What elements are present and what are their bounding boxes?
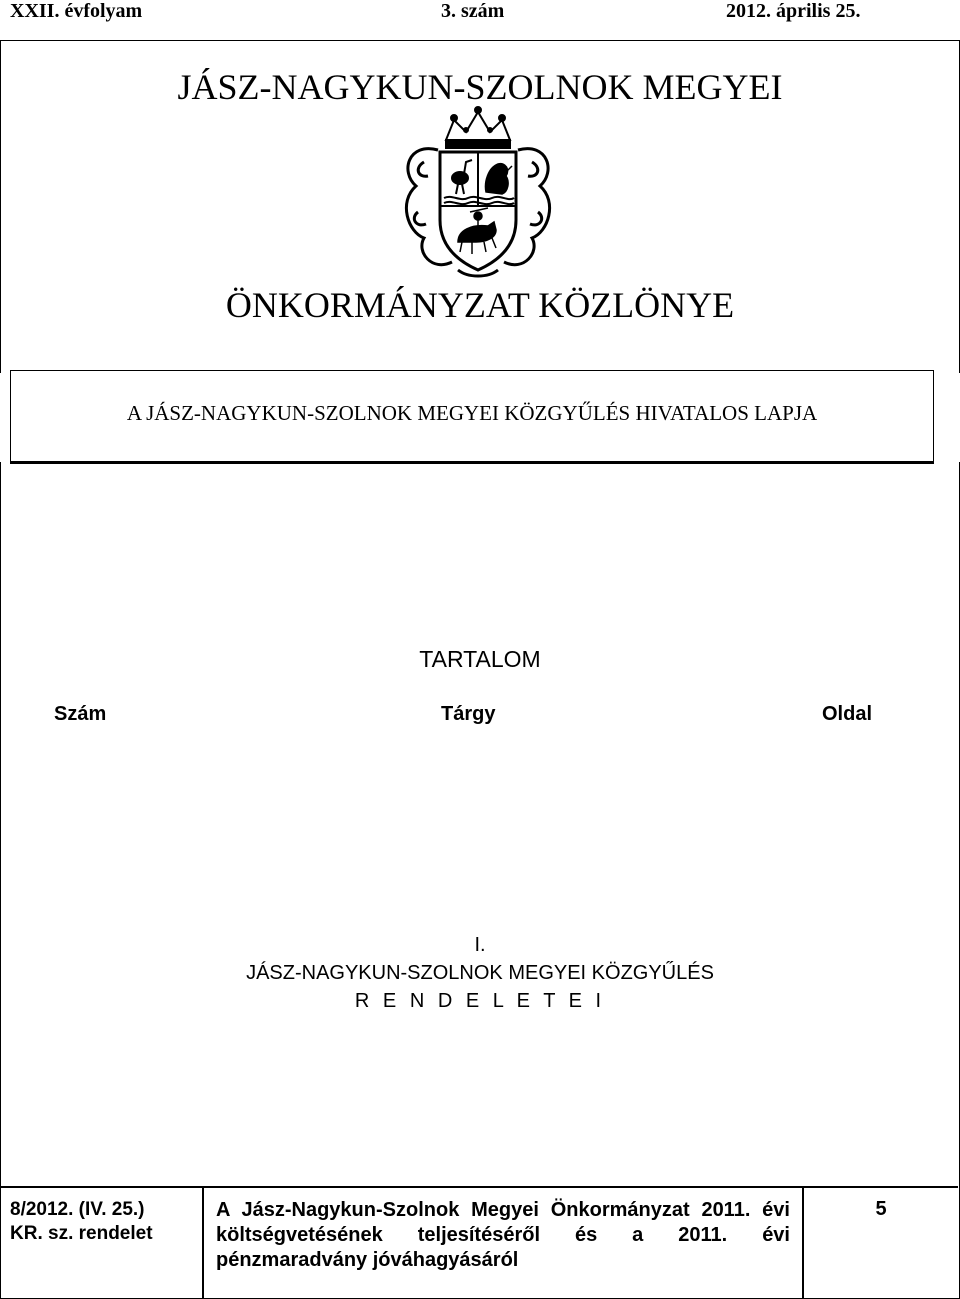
issue-header [0, 0, 960, 28]
toc-entry-number: 8/2012. (IV. 25.) [10, 1199, 145, 1220]
toc-entry-page-cell [802, 1186, 958, 1298]
toc-column-page: Oldal [822, 703, 873, 725]
gazette-title: ÖNKORMÁNYZAT KÖZLÖNYE [225, 285, 735, 325]
toc-title: TARTALOM [419, 646, 541, 672]
section-number: I. [474, 934, 486, 956]
toc-entry-kind: KR. sz. rendelet [10, 1223, 153, 1244]
issue-date: 2012. április 25. [726, 0, 861, 22]
content-frame [0, 462, 960, 1299]
official-journal-subtitle: A JÁSZ-NAGYKUN-SZOLNOK MEGYEI KÖZGYŰLÉS HIVATALOS LAPJA [126, 401, 818, 425]
toc-column-number: Szám [54, 703, 107, 725]
section-kind: R E N D E L E T E I [354, 990, 606, 1012]
section-title: JÁSZ-NAGYKUN-SZOLNOK MEGYEI KÖZGYŰLÉS [246, 962, 714, 984]
toc-column-subject: Tárgy [441, 703, 496, 725]
county-title: JÁSZ-NAGYKUN-SZOLNOK MEGYEI [177, 67, 783, 107]
toc-entry-page: 5 [875, 1198, 887, 1220]
issue-number: 3. szám [441, 0, 505, 22]
toc-entry-subject-cell [202, 1186, 802, 1298]
table-row [0, 1186, 958, 1298]
subtitle-frame [10, 370, 934, 464]
toc-entry-number-cell [0, 1186, 202, 1298]
county-coat-of-arms-icon [388, 102, 568, 282]
toc-entry-subject: A Jász-Nagykun-Szolnok Megyei Önkormányzat 2011. évi költségvetésének teljesítéséről és a 2011. évi pénzmaradvány jóváhagyásáról [216, 1199, 790, 1271]
issue-volume: XXII. évfolyam [10, 0, 143, 22]
